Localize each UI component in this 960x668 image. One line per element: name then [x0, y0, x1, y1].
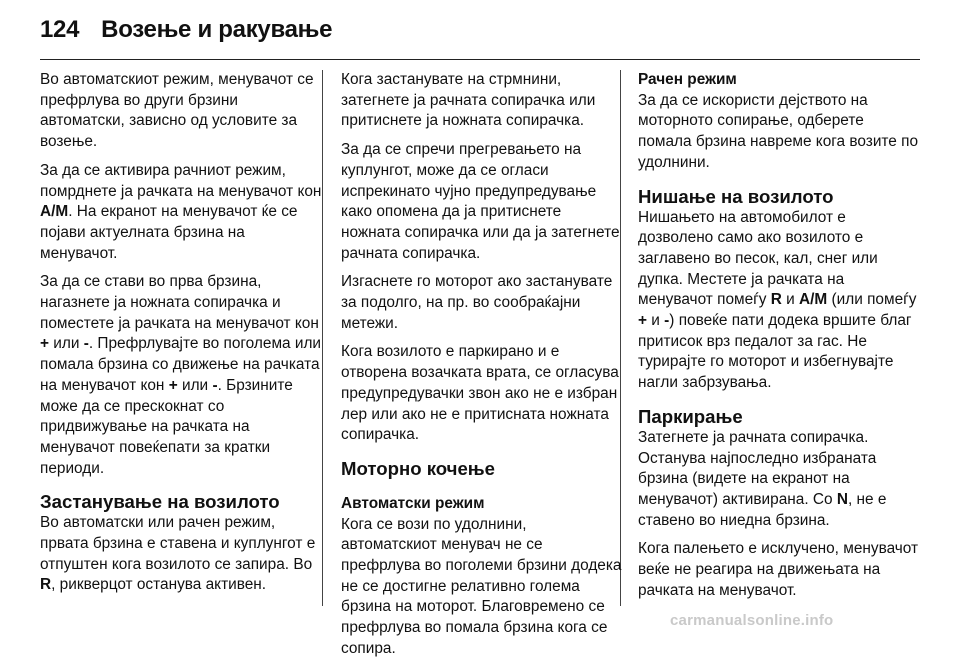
running-title: Возење и ракување [101, 16, 333, 43]
key-label: A/M [799, 291, 828, 309]
paragraph: Нишањето на автомобилот е дозволено само ако возилото е заглавено во песок, кал, снег или дупка. Местете ја рачката на менувачот помеѓу R и A/M (или помеѓу + и -) повеќе пати додека вршите благ притисок врз педалот за гас. Не турирајте го моторот и избегнувајте нагли забрзувања. [638, 208, 917, 392]
key-label: - [212, 376, 218, 394]
header-rule [40, 59, 920, 60]
column-3 [638, 70, 921, 609]
paragraph: За да се стави во прва брзина, нагазнете ја ножната сопирачка и поместете ја рачката на менувачот кон + или -. Префрлувајте во поголема или помала брзина со движење на рачката на менувачот кон + или -. Брзините може да се прескокнат со придвижување на рачката на менувачот повеќепати за кратки периоди. [40, 273, 322, 477]
key-label: + [168, 376, 178, 394]
paragraph: Во автоматскиот режим, менувачот се префрлува во други брзини автоматски, зависно од условите за возење. [40, 71, 314, 151]
page-number: 124 [40, 16, 80, 43]
paragraph: За да се активира рачниот режим, помрднете ја рачката на менувачот кон A/M. На екранот на менувачот ќе се појави актуелната брзина на менувачот. [40, 161, 322, 262]
paragraph: Затегнете ја рачната сопирачка. Останува најпоследно избраната брзина (видете на екранот на менувачот) активирана. Со N, не е ставено во ниедна брзина. [638, 428, 887, 529]
key-label: R [770, 291, 782, 309]
subheading-manual-mode: Рачен режим [638, 71, 737, 88]
column-1 [40, 70, 323, 604]
section-heading-stop: Застанување на возилото [40, 491, 280, 513]
paragraph: За да се искористи дејството на моторното сопирање, одберете помала брзина навреме кога возите по удолнини. [638, 91, 919, 171]
paragraph: Кога палењето е исклучено, менувачот веќе не реагира на движењата на рачката на менувачот. [638, 540, 919, 599]
paragraph: За да се спречи прегревањето на куплунгот, може да се огласи испрекинато чујно предупредување како опомена да ја притиснете ножната сопирачка или да ја затегнете рачната сопирачка. [341, 141, 620, 262]
key-label: + [638, 312, 647, 330]
key-label: - [664, 312, 670, 330]
key-label: N [836, 490, 848, 508]
section-heading-parking: Паркирање [638, 405, 743, 427]
paragraph: Во автоматски или рачен режим, првата брзина е ставена и куплунгот е отпуштен кога возилото се запира. Во R, рикверцот останува активен. [40, 514, 316, 594]
watermark: carmanualsonline.info [670, 612, 834, 629]
key-label: - [83, 335, 89, 353]
paragraph: Кога застанувате на стрмнини, затегнете ја рачната сопирачка или притиснете ја ножната сопирачка. [341, 71, 596, 130]
section-heading-engine-braking: Моторно кочење [341, 457, 495, 479]
subheading-automatic-mode: Автоматски режим [341, 494, 485, 512]
page-header [40, 16, 332, 56]
column-2 [341, 70, 624, 668]
key-label: A/M [40, 203, 69, 221]
paragraph: Кога возилото е паркирано и е отворена возачката врата, се огласува предупредувачки звон ако не е избран лер или ако не е притисната ножната сопирачка. [341, 343, 619, 444]
key-label: + [40, 335, 49, 353]
paragraph: Изгаснете го моторот ако застанувате за подолго, на пр. во сообраќајни метежи. [341, 273, 613, 332]
section-heading-rocking: Нишање на возилото [638, 185, 834, 207]
paragraph: Кога се вози по удолнини, автоматскиот менувач не се префрлува во поголеми брзини додека не се достигне релативно голема брзина на моторот. Благовремено се префрлува во помала брзина кога се сопира. [341, 515, 622, 657]
key-label: R [40, 576, 52, 594]
